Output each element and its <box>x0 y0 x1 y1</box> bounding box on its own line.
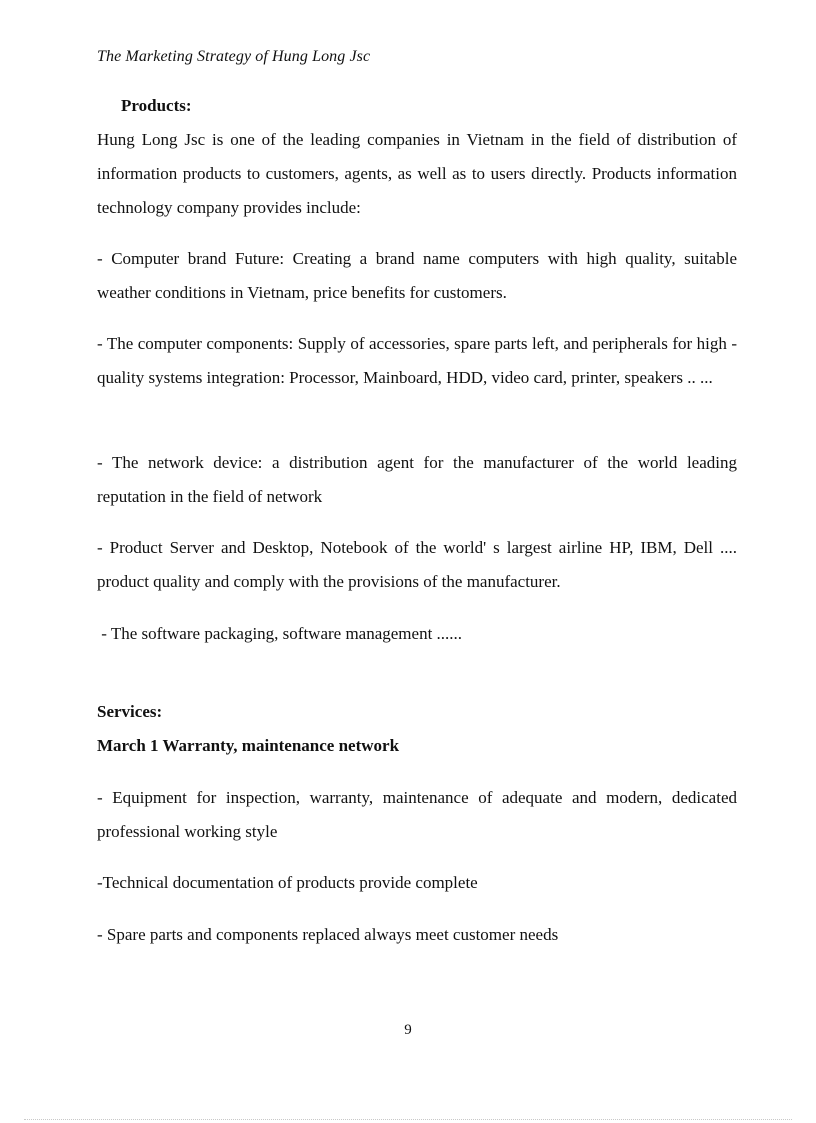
running-header: The Marketing Strategy of Hung Long Jsc <box>97 48 371 65</box>
product-item-components: - The computer components: Supply of accessories, spare parts left, and peripherals for high - quality systems integration: Processor, Mainboard, HDD, video card, printer, speakers .. ... <box>97 334 737 387</box>
products-intro-paragraph: Hung Long Jsc is one of the leading companies in Vietnam in the field of distribution of information products to customers, agents, as well as to users directly. Products information technology company provides include: <box>97 130 737 217</box>
product-item-server-desktop: - Product Server and Desktop, Notebook of the world' s largest airline HP, IBM, Dell .... product quality and comply with the provisions of the manufacturer. <box>97 538 737 591</box>
service-item-equipment: - Equipment for inspection, warranty, maintenance of adequate and modern, dedicated professional working style <box>97 788 737 841</box>
page-bottom-border <box>24 1119 792 1120</box>
services-heading: Services: <box>97 702 163 721</box>
service-item-documentation: -Technical documentation of products provide complete <box>97 873 478 892</box>
service-item-spare-parts: - Spare parts and components replaced always meet customer needs <box>97 925 559 944</box>
product-item-computer-brand: - Computer brand Future: Creating a brand name computers with high quality, suitable weather conditions in Vietnam, price benefits for customers. <box>97 249 737 302</box>
services-subheading: March 1 Warranty, maintenance network <box>97 736 400 755</box>
page-number: 9 <box>404 1022 412 1038</box>
products-heading: Products: <box>121 96 192 115</box>
product-item-network-device: - The network device: a distribution agent for the manufacturer of the world leading reputation in the field of network <box>97 453 737 506</box>
product-item-software: - The software packaging, software management ...... <box>97 624 463 643</box>
